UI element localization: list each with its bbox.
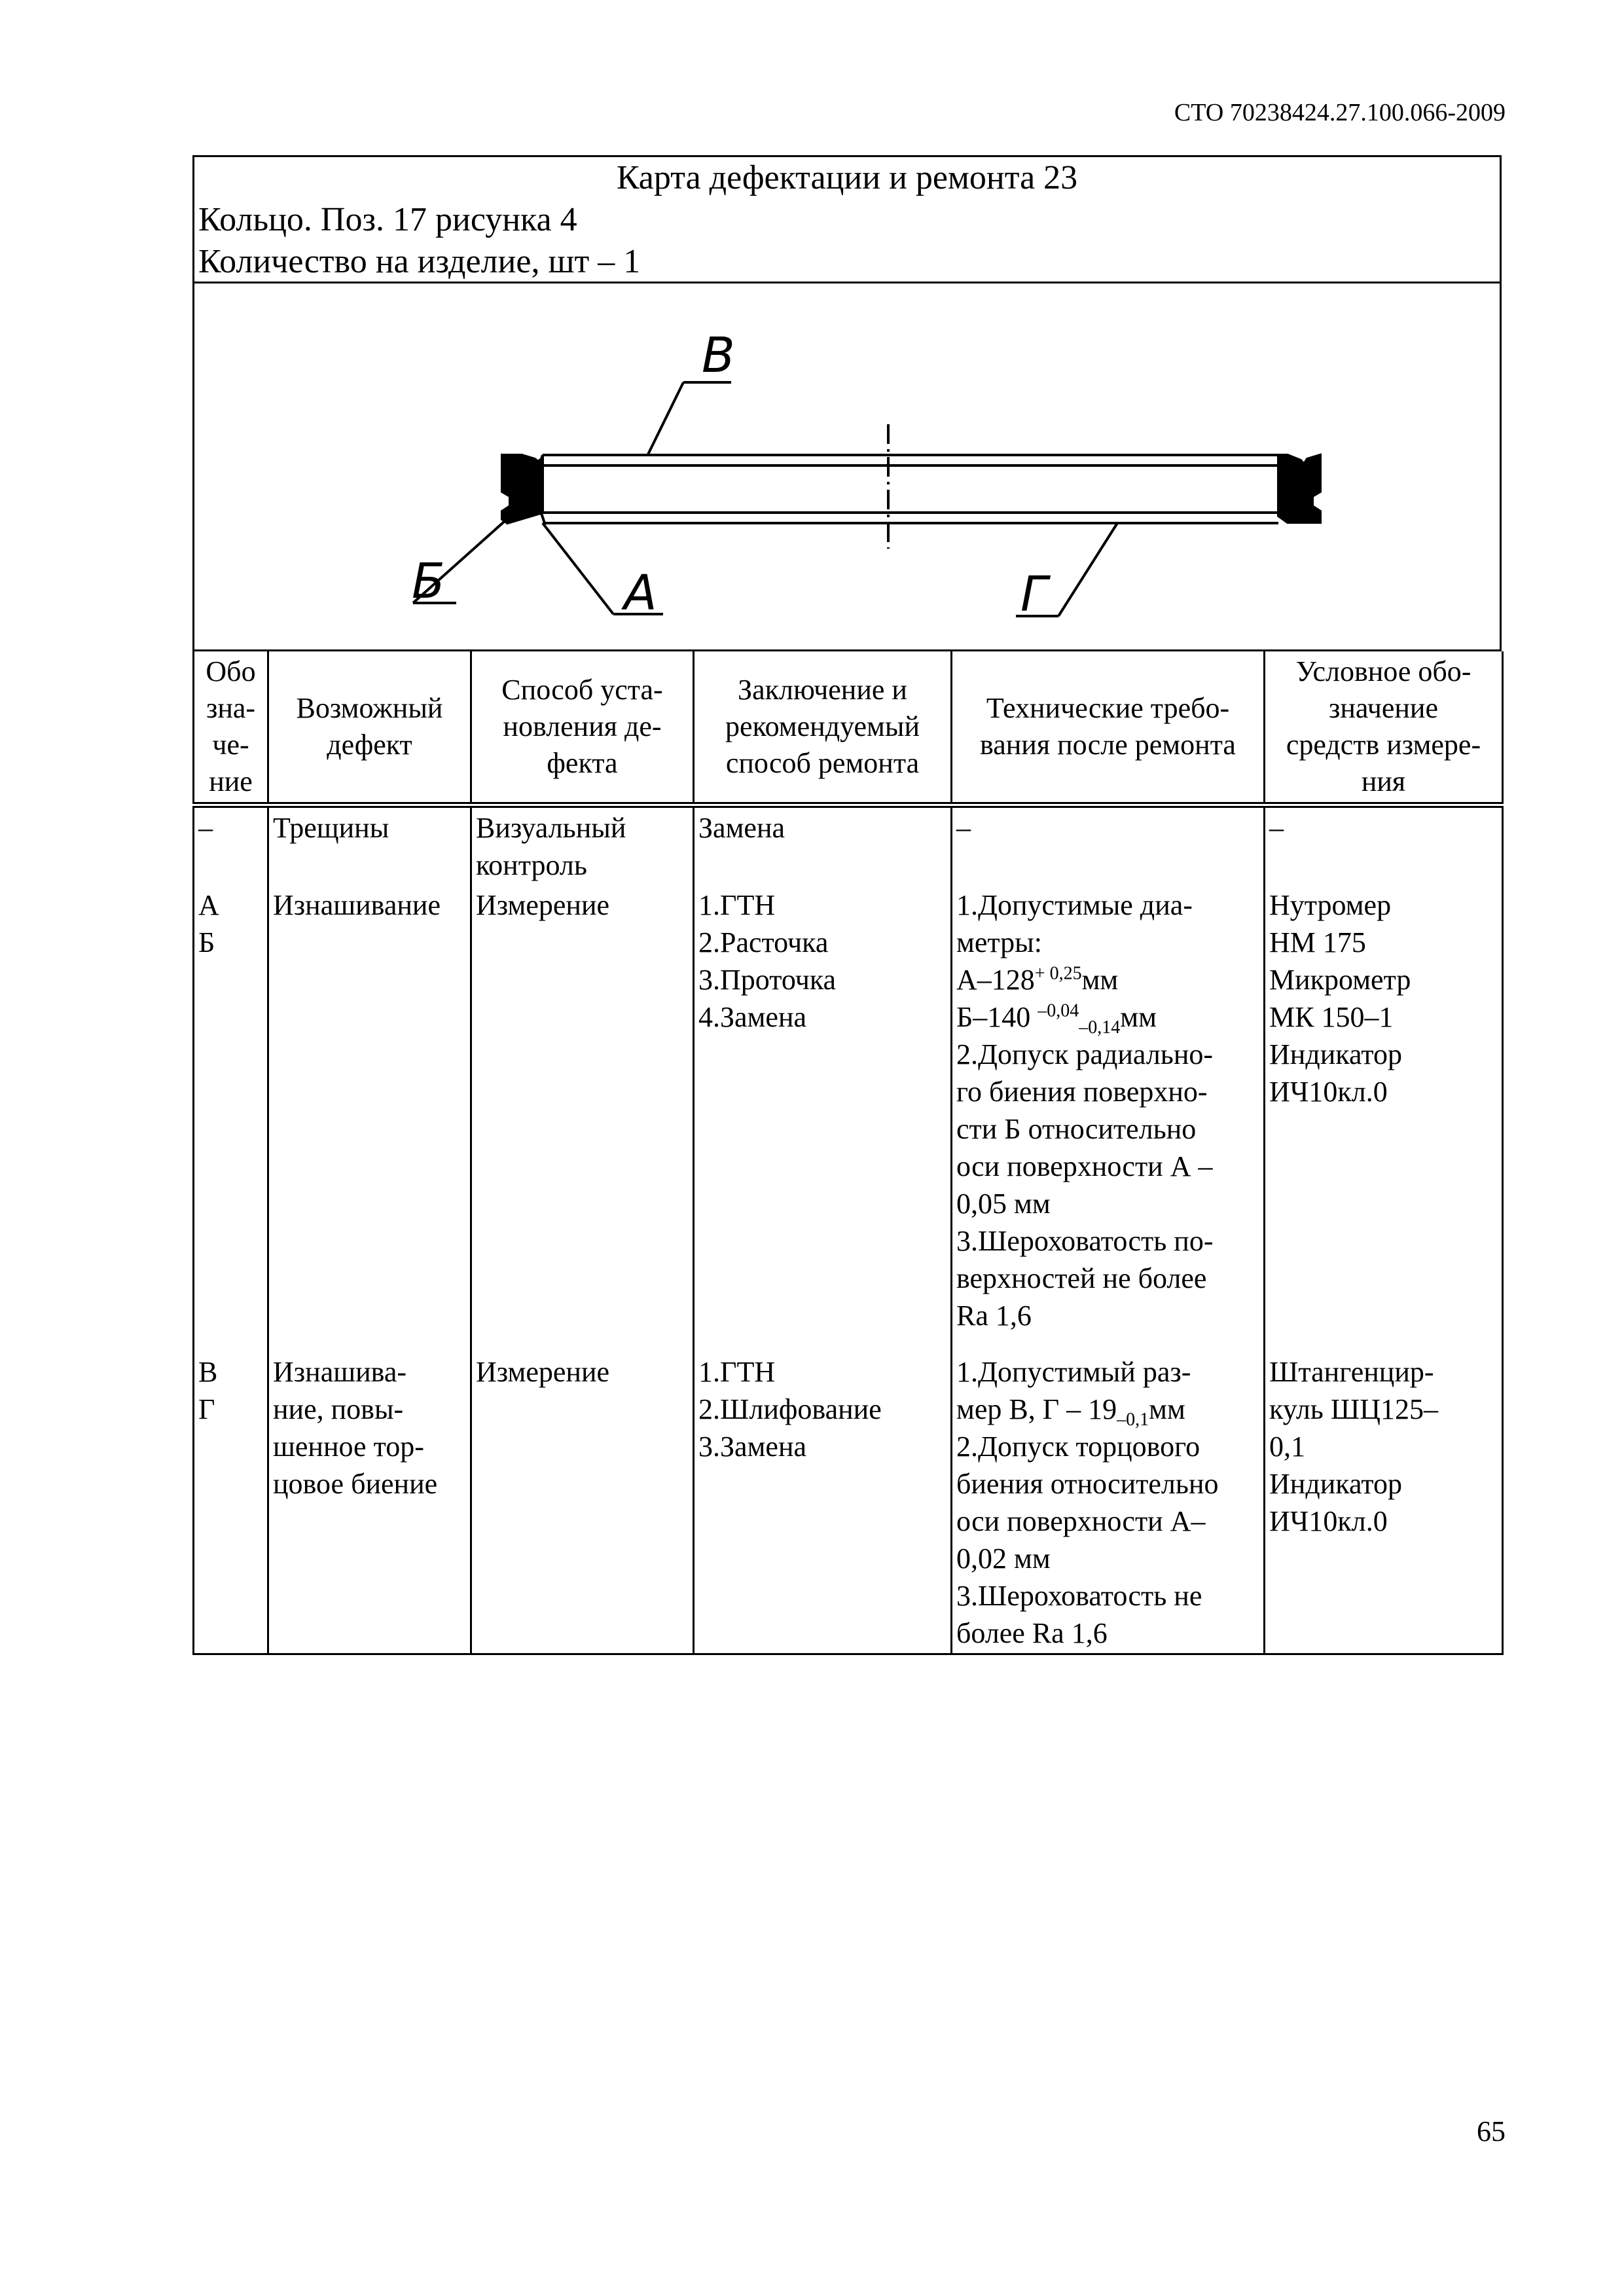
cell-tools: Нутромер НМ 175 Микрометр МК 150–1 Индикатор ИЧ10кл.0 [1265,885,1503,1336]
cell-conclusion: Замена [694,805,952,886]
table-row [194,885,1503,1336]
defect-repair-card [192,155,1502,1655]
cell-method: Измерение [471,1352,694,1654]
table-header-row [194,651,1503,805]
drawing-label-b: Б [412,553,445,610]
header-tools: Условное обо- значение средств измере- ния [1265,651,1503,805]
cell-method: Измерение [471,885,694,1336]
cell-tools: Штангенцир- куль ШЦ125– 0,1 Индикатор ИЧ10кл.0 [1265,1352,1503,1654]
drawing-label-g: Г [1020,566,1048,623]
cell-defect: Изнашивание [268,885,471,1336]
card-part: Кольцо. Поз. 17 рисунка 4 [198,201,577,238]
diameter-a: $А-128^{+ 0,25}мм$ [956,963,1119,996]
card-quantity: Количество на изделие, шт – 1 [198,243,641,280]
cell-defect: Трещины [268,805,471,886]
card-title-block [192,155,1502,283]
cell-designation: А Б [194,885,268,1336]
cell-conclusion: 1.ГТН 2.Шлифование 3.Замена [694,1352,952,1654]
header-designation: Обо зна- че- ние [194,651,268,805]
ring-drawing-svg [194,283,1500,649]
header-requirements: Технические требо- вания после ремонта [952,651,1265,805]
cell-defect: Изнашива- ние, повы- шенное тор- цовое биение [268,1352,471,1654]
table-row [194,805,1503,886]
cell-requirements: – [952,805,1265,886]
cell-requirements: 1.Допустимые диа- метры: $А-128^{+ 0,25}мм$ Б–140 $^{-0,04}_{-0,14}$мм 2.Допуск радиально- го биения поверхно- сти Б относительно оси поверхности А – 0,05 мм 3.Шероховатость по- верхностей не более Ra 1,6 [952,885,1265,1336]
cell-method: Визуальный контроль [471,805,694,886]
drawing-label-a: А [624,565,657,621]
document-code: СТО 70238424.27.100.066-2009 [1174,99,1506,126]
table-row [194,1352,1503,1654]
cell-tools: – [1265,805,1503,886]
ring-left-section [502,455,543,523]
header-defect: Возможный дефект [268,651,471,805]
header-conclusion: Заключение и рекомендуемый способ ремонта [694,651,952,805]
ring-drawing [192,283,1502,651]
page-number: 65 [1477,2115,1506,2147]
card-title: Карта дефектации и ремонта 23 [616,159,1078,196]
cell-conclusion: 1.ГТН 2.Расточка 3.Проточка 4.Замена [694,885,952,1336]
dimension-v-g: мер В, Г – $19_{-0,1}мм$ [956,1393,1185,1430]
cell-designation: – [194,805,268,886]
row-spacer [194,1336,1503,1352]
drawing-label-v: В [702,327,735,384]
cell-requirements: 1.Допустимый раз- мер В, Г – $19_{-0,1}мм$ 2.Допуск торцового биения относительно оси поверхности А– 0,02 мм 3.Шероховатость не более Ra 1,6 [952,1352,1265,1654]
header-method: Способ уста- новления де- фекта [471,651,694,805]
defects-table [192,651,1504,1655]
diameter-b: Б–140 $^{-0,04}_{-0,14}$мм [956,1000,1157,1038]
cell-designation: В Г [194,1352,268,1654]
ring-right-section [1278,455,1320,522]
